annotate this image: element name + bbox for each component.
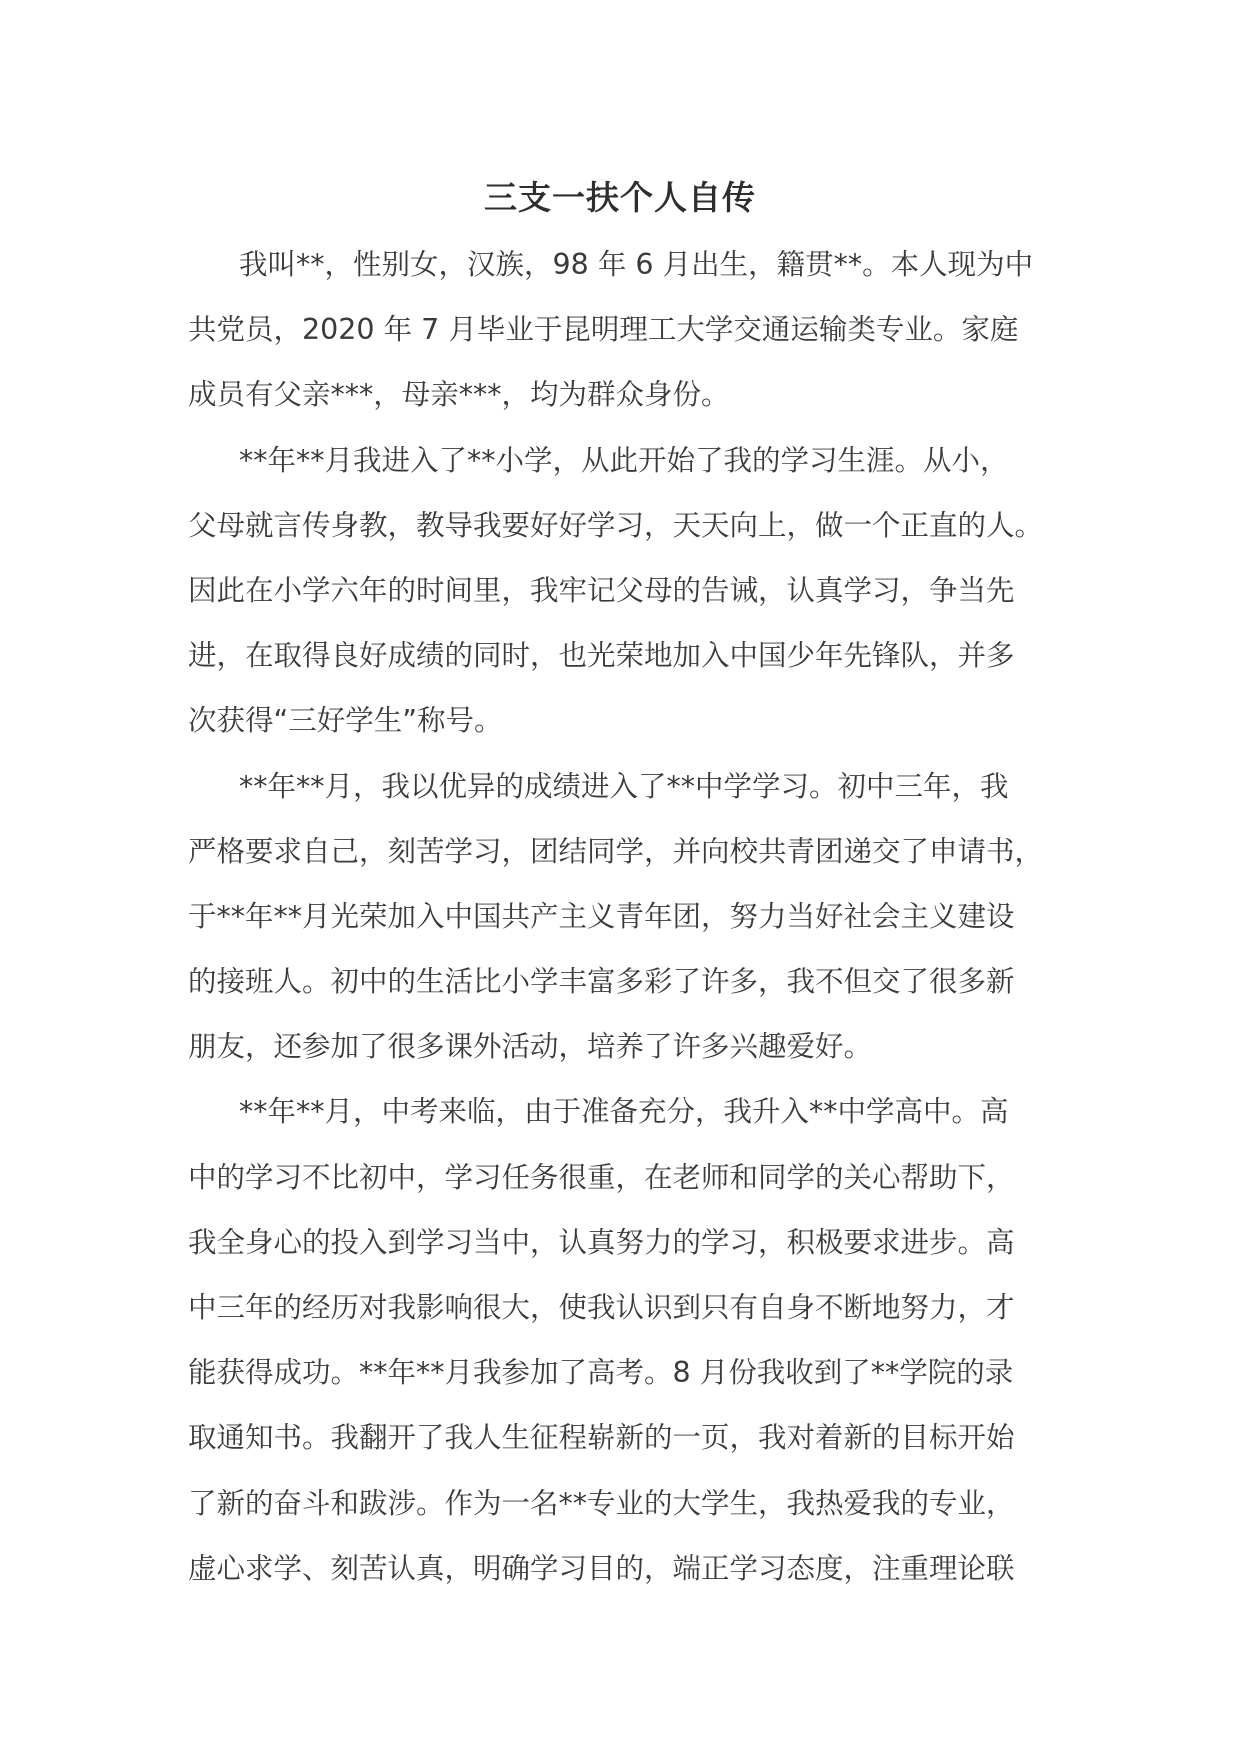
paragraph-line: 能获得成功。**年**月我参加了高考。8 月份我收到了**学院的录 — [188, 1356, 1014, 1390]
document-title: 三支一扶个人自传 — [484, 178, 756, 217]
paragraph-line: 取通知书。我翻开了我人生征程崭新的一页，我对着新的目标开始 — [188, 1421, 1015, 1455]
paragraph-line: 次获得“三好学生”称号。 — [188, 704, 503, 738]
document-body — [188, 236, 1068, 1605]
paragraph-line: 我全身心的投入到学习当中，认真努力的学习，积极要求进步。高 — [188, 1225, 1015, 1259]
paragraph-line: 进，在取得良好成绩的同时，也光荣地加入中国少年先锋队，并多 — [188, 639, 1015, 673]
paragraph-line: **年**月，中考来临，由于准备充分，我升入**中学高中。高 — [239, 1095, 1009, 1129]
paragraph-line: 成员有父亲***，母亲***，均为群众身份。 — [188, 378, 730, 412]
paragraph-line: 严格要求自己，刻苦学习，团结同学，并向校共青团递交了申请书， — [188, 834, 1044, 868]
paragraph — [188, 758, 1068, 1084]
paragraph — [188, 432, 1068, 758]
paragraph-line: 于**年**月光荣加入中国共产主义青年团，努力当好社会主义建设 — [188, 899, 1015, 933]
paragraph-line: **年**月，我以优异的成绩进入了**中学学习。初中三年，我 — [239, 769, 1009, 803]
paragraph — [188, 236, 1068, 432]
paragraph-line: 父母就言传身教，教导我要好好学习，天天向上，做一个正直的人。 — [188, 508, 1044, 542]
paragraph-line: 因此在小学六年的时间里，我牢记父母的告诫，认真学习，争当先 — [188, 573, 1015, 607]
paragraph-line: 朋友，还参加了很多课外活动，培养了许多兴趣爱好。 — [188, 1030, 873, 1064]
paragraph-line: 中三年的经历对我影响很大，使我认识到只有自身不断地努力，才 — [188, 1291, 1015, 1324]
paragraph-line: 了新的奋斗和跋涉。作为一名**专业的大学生，我热爱我的专业， — [188, 1486, 1015, 1520]
paragraph-line: **年**月我进入了**小学，从此开始了我的学习生涯。从小， — [239, 443, 1009, 477]
paragraph-line: 我叫**，性别女，汉族，98 年 6 月出生，籍贯**。本人现为中 — [239, 248, 1034, 281]
paragraph — [188, 1083, 1068, 1605]
paragraph-line: 的接班人。初中的生活比小学丰富多彩了许多，我不但交了很多新 — [188, 965, 1015, 999]
paragraph-line: 共党员，2020 年 7 月毕业于昆明理工大学交通运输类专业。家庭 — [188, 313, 1019, 347]
paragraph-line: 虚心求学、刻苦认真，明确学习目的，端正学习态度，注重理论联 — [188, 1551, 1015, 1585]
paragraph-line: 中的学习不比初中，学习任务很重，在老师和同学的关心帮助下， — [188, 1160, 1015, 1194]
